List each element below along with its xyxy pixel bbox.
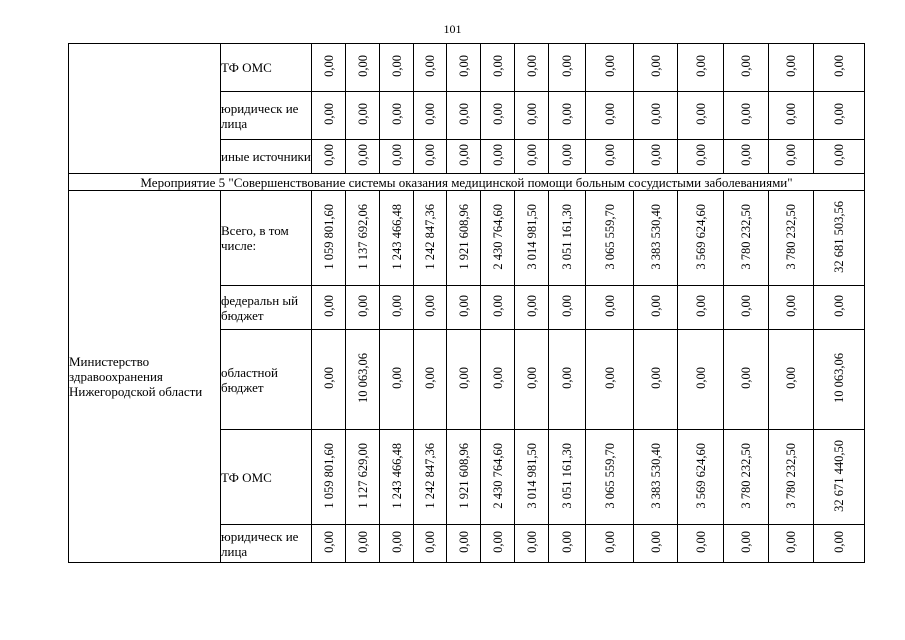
value-text: 0,00 (490, 144, 505, 166)
value-cell (586, 44, 634, 92)
value-text: 0,00 (456, 144, 471, 166)
organization-cell (69, 44, 221, 174)
funding-source-label: Всего, в том числе: (221, 191, 312, 286)
value-cell (346, 92, 380, 140)
value-text: 0,00 (784, 367, 798, 389)
value-cell (634, 92, 678, 140)
value-text: 0,00 (355, 103, 370, 125)
value-cell (312, 44, 346, 92)
value-text: 0,00 (321, 144, 336, 166)
value-cell (515, 44, 549, 92)
value-cell (346, 286, 380, 330)
value-cell (515, 525, 549, 563)
value-cell (549, 286, 586, 330)
value-cell (769, 430, 814, 525)
value-text: 0,00 (560, 144, 574, 166)
value-text: 0,00 (490, 367, 505, 389)
value-text: 0,00 (648, 295, 663, 317)
value-text: 0,00 (524, 103, 539, 125)
value-cell (312, 286, 346, 330)
value-cell (515, 286, 549, 330)
value-text: 0,00 (321, 367, 336, 389)
value-text: 0,00 (456, 367, 471, 389)
value-cell (586, 525, 634, 563)
value-cell (549, 430, 586, 525)
value-cell (481, 330, 515, 430)
value-text: 3 780 232,50 (784, 203, 798, 270)
value-text: 10 063,06 (832, 353, 846, 403)
value-text: 2 430 764,60 (490, 442, 505, 509)
funding-source-label: федеральн ый бюджет (221, 286, 312, 330)
value-text: 0,00 (648, 144, 663, 166)
value-text: 1 242 847,36 (423, 442, 437, 509)
value-text: 3 065 559,70 (602, 442, 617, 509)
value-text: 0,00 (524, 144, 539, 166)
value-cell (769, 525, 814, 563)
value-text: 3 051 161,30 (560, 203, 574, 270)
value-text: 3 051 161,30 (560, 442, 574, 509)
value-text: 0,00 (739, 531, 753, 553)
table-row (69, 191, 865, 286)
value-text: 0,00 (784, 531, 798, 553)
value-text: 3 780 232,50 (784, 442, 798, 509)
value-cell (678, 44, 724, 92)
value-cell (380, 286, 414, 330)
value-cell (414, 191, 447, 286)
value-text: 0,00 (602, 295, 617, 317)
table-row (69, 44, 865, 92)
value-cell (447, 330, 481, 430)
value-cell (814, 44, 865, 92)
funding-source-label: областной бюджет (221, 330, 312, 430)
value-cell (724, 286, 769, 330)
value-text: 1 059 801,60 (321, 442, 336, 509)
value-text: 0,00 (560, 55, 574, 77)
value-cell (769, 191, 814, 286)
value-cell (769, 286, 814, 330)
value-cell (380, 430, 414, 525)
value-cell (312, 140, 346, 174)
value-text: 0,00 (739, 295, 753, 317)
value-text: 0,00 (784, 295, 798, 317)
value-cell (414, 330, 447, 430)
value-cell (769, 140, 814, 174)
value-text: 0,00 (524, 295, 539, 317)
value-cell (380, 525, 414, 563)
value-text: 0,00 (456, 531, 471, 553)
value-cell (312, 191, 346, 286)
value-text: 1 243 466,48 (389, 203, 404, 270)
value-text: 0,00 (832, 55, 846, 77)
value-text: 0,00 (648, 103, 663, 125)
value-text: 0,00 (739, 367, 753, 389)
value-cell (634, 525, 678, 563)
value-text: 0,00 (490, 55, 505, 77)
budget-table (68, 43, 865, 563)
value-cell (481, 525, 515, 563)
value-text: 10 063,06 (355, 353, 370, 403)
value-cell (678, 92, 724, 140)
value-cell (515, 430, 549, 525)
value-cell (380, 330, 414, 430)
value-cell (634, 430, 678, 525)
value-text: 0,00 (423, 55, 437, 77)
value-text: 0,00 (739, 55, 753, 77)
value-cell (346, 191, 380, 286)
value-cell (724, 430, 769, 525)
value-text: 0,00 (389, 55, 404, 77)
value-cell (814, 286, 865, 330)
value-cell (481, 44, 515, 92)
value-text: 3 569 624,60 (693, 203, 708, 270)
value-text: 0,00 (648, 367, 663, 389)
value-text: 0,00 (602, 531, 617, 553)
value-text: 0,00 (602, 55, 617, 77)
value-cell (586, 140, 634, 174)
value-cell (769, 92, 814, 140)
value-cell (769, 44, 814, 92)
value-cell (414, 286, 447, 330)
value-text: 1 137 692,06 (355, 203, 370, 270)
value-cell (380, 140, 414, 174)
value-text: 0,00 (456, 103, 471, 125)
value-text: 3 383 530,40 (648, 442, 663, 509)
value-text: 0,00 (560, 531, 574, 553)
value-text: 3 780 232,50 (739, 442, 753, 509)
value-cell (814, 330, 865, 430)
value-cell (678, 430, 724, 525)
value-cell (414, 525, 447, 563)
value-cell (481, 286, 515, 330)
value-cell (678, 525, 724, 563)
value-cell (481, 92, 515, 140)
value-cell (724, 92, 769, 140)
value-cell (724, 140, 769, 174)
value-text: 0,00 (693, 295, 708, 317)
value-text: 0,00 (693, 55, 708, 77)
value-cell (586, 286, 634, 330)
page-number: 101 (443, 22, 462, 36)
value-text: 1 921 608,96 (456, 442, 471, 509)
value-text: 0,00 (456, 55, 471, 77)
value-cell (447, 430, 481, 525)
value-cell (634, 191, 678, 286)
value-text: 0,00 (693, 144, 708, 166)
value-cell (814, 92, 865, 140)
funding-source-label: иные источники (221, 140, 312, 174)
value-text: 0,00 (693, 103, 708, 125)
value-cell (724, 330, 769, 430)
value-cell (312, 430, 346, 525)
value-text: 0,00 (355, 531, 370, 553)
value-text: 0,00 (524, 367, 539, 389)
value-text: 0,00 (389, 367, 404, 389)
value-text: 3 569 624,60 (693, 442, 708, 509)
value-cell (634, 330, 678, 430)
value-cell (678, 191, 724, 286)
value-text: 0,00 (739, 144, 753, 166)
value-cell (586, 330, 634, 430)
value-cell (549, 191, 586, 286)
value-cell (549, 140, 586, 174)
value-text: 0,00 (456, 295, 471, 317)
value-cell (549, 44, 586, 92)
value-text: 0,00 (389, 103, 404, 125)
value-cell (346, 44, 380, 92)
funding-source-label: юридическ ие лица (221, 525, 312, 563)
value-text: 32 671 440,50 (832, 439, 846, 512)
value-cell (586, 430, 634, 525)
value-text: 0,00 (355, 144, 370, 166)
value-cell (346, 525, 380, 563)
value-cell (678, 140, 724, 174)
value-text: 0,00 (693, 531, 708, 553)
value-cell (380, 92, 414, 140)
value-cell (549, 330, 586, 430)
value-text: 0,00 (321, 531, 336, 553)
value-cell (515, 330, 549, 430)
value-cell (549, 92, 586, 140)
value-cell (678, 286, 724, 330)
value-text: 0,00 (784, 55, 798, 77)
value-text: 0,00 (832, 144, 846, 166)
event-title: Мероприятие 5 "Совершенствование системы оказания медицинской помощи больным сосудистыми заболеваниями" (69, 174, 865, 191)
value-text: 0,00 (389, 144, 404, 166)
value-text: 0,00 (602, 144, 617, 166)
value-cell (586, 191, 634, 286)
value-text: 0,00 (784, 103, 798, 125)
value-cell (481, 191, 515, 286)
value-text: 3 383 530,40 (648, 203, 663, 270)
value-text: 0,00 (832, 103, 846, 125)
value-cell (724, 44, 769, 92)
value-cell (814, 191, 865, 286)
value-cell (346, 140, 380, 174)
value-cell (586, 92, 634, 140)
value-text: 0,00 (321, 55, 336, 77)
value-text: 0,00 (490, 295, 505, 317)
value-cell (515, 191, 549, 286)
value-text: 0,00 (423, 144, 437, 166)
value-text: 1 242 847,36 (423, 203, 437, 270)
value-cell (380, 44, 414, 92)
value-cell (769, 330, 814, 430)
value-text: 0,00 (423, 103, 437, 125)
value-text: 0,00 (321, 295, 336, 317)
value-cell (312, 525, 346, 563)
value-text: 0,00 (490, 103, 505, 125)
value-text: 1 059 801,60 (321, 203, 336, 270)
value-text: 0,00 (389, 531, 404, 553)
value-cell (312, 330, 346, 430)
value-text: 3 780 232,50 (739, 203, 753, 270)
value-text: 1 243 466,48 (389, 442, 404, 509)
value-cell (414, 92, 447, 140)
value-cell (515, 140, 549, 174)
value-cell (678, 330, 724, 430)
value-text: 0,00 (423, 367, 437, 389)
value-text: 32 681 503,56 (832, 200, 846, 273)
value-text: 0,00 (524, 531, 539, 553)
value-text: 0,00 (560, 367, 574, 389)
value-text: 0,00 (423, 531, 437, 553)
organization-cell: Министерство здравоохранения Нижегородской области (69, 191, 221, 563)
value-cell (312, 92, 346, 140)
value-text: 0,00 (739, 103, 753, 125)
value-text: 0,00 (560, 103, 574, 125)
value-text: 0,00 (602, 367, 617, 389)
budget-table-body (69, 44, 865, 563)
value-text: 0,00 (423, 295, 437, 317)
value-text: 0,00 (832, 295, 846, 317)
value-text: 0,00 (524, 55, 539, 77)
value-cell (724, 191, 769, 286)
value-cell (814, 430, 865, 525)
value-text: 0,00 (648, 55, 663, 77)
value-cell (549, 525, 586, 563)
value-cell (380, 191, 414, 286)
value-cell (724, 525, 769, 563)
value-text: 0,00 (321, 103, 336, 125)
value-text: 0,00 (832, 531, 846, 553)
value-cell (414, 44, 447, 92)
value-cell (346, 330, 380, 430)
value-cell (447, 525, 481, 563)
value-text: 0,00 (693, 367, 708, 389)
funding-source-label: юридическ ие лица (221, 92, 312, 140)
value-cell (346, 430, 380, 525)
value-text: 0,00 (560, 295, 574, 317)
value-cell (447, 286, 481, 330)
value-text: 0,00 (602, 103, 617, 125)
value-text: 2 430 764,60 (490, 203, 505, 270)
value-cell (634, 286, 678, 330)
value-text: 0,00 (389, 295, 404, 317)
value-cell (481, 140, 515, 174)
value-text: 1 921 608,96 (456, 203, 471, 270)
value-text: 3 014 981,50 (524, 203, 539, 270)
value-cell (634, 44, 678, 92)
value-cell (481, 430, 515, 525)
value-cell (447, 191, 481, 286)
funding-source-label: ТФ ОМС (221, 44, 312, 92)
value-cell (814, 525, 865, 563)
value-text: 3 014 981,50 (524, 442, 539, 509)
value-cell (414, 140, 447, 174)
value-text: 0,00 (490, 531, 505, 553)
value-text: 0,00 (355, 55, 370, 77)
value-cell (814, 140, 865, 174)
value-text: 0,00 (648, 531, 663, 553)
value-text: 0,00 (355, 295, 370, 317)
value-cell (634, 140, 678, 174)
value-cell (515, 92, 549, 140)
value-cell (447, 44, 481, 92)
value-text: 3 065 559,70 (602, 203, 617, 270)
value-cell (414, 430, 447, 525)
value-cell (447, 92, 481, 140)
funding-source-label: ТФ ОМС (221, 430, 312, 525)
value-cell (447, 140, 481, 174)
event-row (69, 174, 865, 191)
value-text: 0,00 (784, 144, 798, 166)
value-text: 1 127 629,00 (355, 442, 370, 509)
